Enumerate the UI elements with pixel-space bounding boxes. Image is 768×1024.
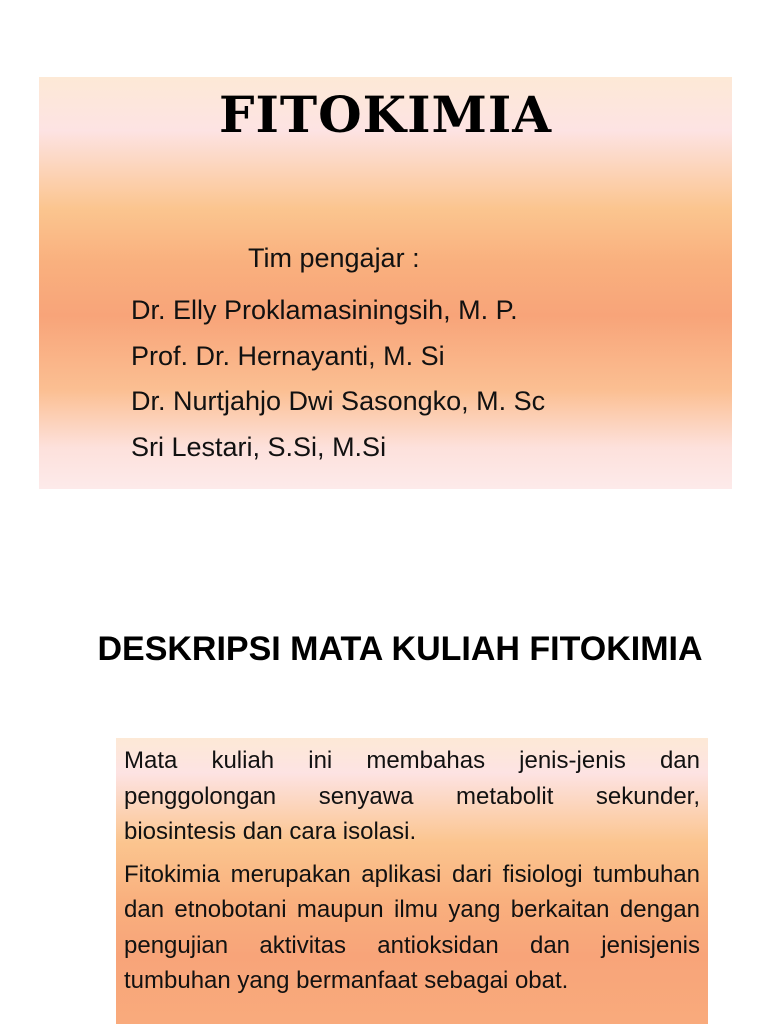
team-member: Dr. Nurtjahjo Dwi Sasongko, M. Sc <box>131 386 546 416</box>
description-box <box>116 738 708 1024</box>
title-slide <box>39 77 732 489</box>
description-paragraph: Fitokimia merupakan aplikasi dari fisiologi tumbuhan dan etnobotani maupun ilmu yang berkaitan dengan pengujian aktivitas antioksidan dan jenisjenis tumbuhan yang bermanfaat sebagai obat. <box>124 860 700 994</box>
team-member: Prof. Dr. Hernayanti, M. Si <box>131 340 445 371</box>
team-list <box>131 288 545 470</box>
team-heading: Tim pengajar : <box>248 243 420 273</box>
slide-title: FITOKIMIA <box>218 85 553 144</box>
team-member: Sri Lestari, S.Si, M.Si <box>131 431 387 462</box>
team-member: Dr. Elly Proklamasiningsih, M. P. <box>131 295 518 325</box>
section-heading: DESKRIPSI MATA KULIAH FITOKIMIA <box>97 630 703 668</box>
description-paragraph: Mata kuliah ini membahas jenis-jenis dan penggolongan senyawa metabolit sekunder, biosintesis dan cara isolasi. <box>124 747 700 845</box>
